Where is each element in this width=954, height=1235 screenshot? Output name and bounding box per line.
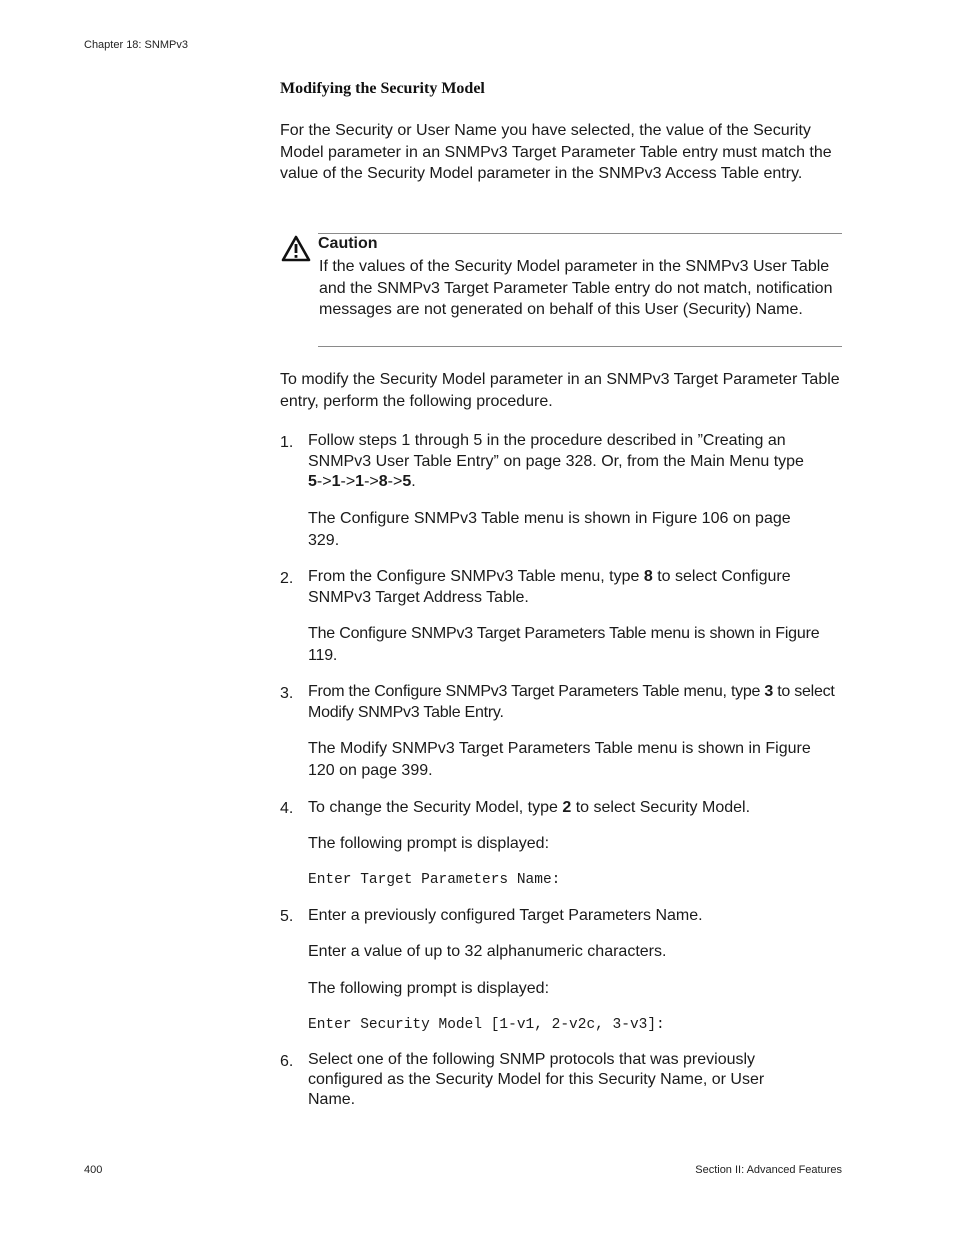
caution-top-rule (318, 233, 842, 234)
step-1-body: Follow steps 1 through 5 in the procedure described in ”Creating an SNMPv3 User Table Entry” on page 328. Or, from the Main Menu type (308, 432, 804, 470)
caution-text: If the values of the Security Model parameter in the SNMPv3 User Table and the SNMPv3 Target Parameter Table entry do not match, notification messages are not generated on behalf of this User (Security) Name. (319, 258, 833, 319)
step-5-note: Enter a value of up to 32 alphanumeric characters. (308, 943, 667, 960)
step-number: 2. (280, 570, 294, 587)
step-4-post: to select Security Model. (571, 799, 751, 816)
key-3: 3 (764, 683, 774, 700)
step-6-text: Select one of the following SNMP protocols that was previously configured as the Security Model for this Security Name, or User Name. (308, 1051, 765, 1109)
step-5-text: Enter a previously configured Target Parameters Name. (308, 907, 703, 924)
arrow-sep: -> (316, 473, 332, 491)
key-8: 8 (643, 568, 653, 585)
step-number: 1. (280, 434, 294, 451)
step-2-post: to select Configure SNMPv3 Target Address Table. (308, 568, 791, 606)
step-4-text (308, 797, 842, 819)
key-5: 5 (308, 473, 317, 491)
step-5-note-2: The following prompt is displayed: (308, 980, 550, 997)
step-3-text (308, 682, 848, 723)
step-1-note: The Configure SNMPv3 Table menu is shown in Figure 106 on page 329. (308, 510, 791, 549)
key-1: 1 (331, 473, 341, 491)
step-3-pre: From the Configure SNMPv3 Target Parameters Table menu, type (308, 683, 765, 700)
step-3-note: The Modify SNMPv3 Target Parameters Table menu is shown in Figure 120 on page 399. (308, 740, 811, 779)
running-footer-section: Section II: Advanced Features (695, 1164, 842, 1176)
step-4-pre: To change the Security Model, type (308, 799, 563, 816)
page-number: 400 (84, 1164, 103, 1176)
step-2-pre: From the Configure SNMPv3 Table menu, type (308, 568, 644, 585)
step-3-post: to select Modify SNMPv3 Table Entry. (308, 683, 835, 721)
key-2: 2 (562, 799, 572, 816)
caution-bottom-rule (318, 346, 842, 347)
caution-title: Caution (318, 235, 378, 252)
period: . (411, 473, 416, 491)
section-title: Modifying the Security Model (280, 80, 485, 97)
arrow-sep: -> (364, 473, 379, 491)
code-prompt: Enter Target Parameters Name: (308, 872, 561, 888)
key-1: 1 (355, 473, 365, 491)
step-2-note: The Configure SNMPv3 Target Parameters Table menu is shown in Figure 119. (308, 625, 820, 664)
key-5: 5 (402, 473, 412, 491)
step-number: 3. (280, 685, 294, 702)
step-4-note: The following prompt is displayed: (308, 835, 550, 852)
arrow-sep: -> (387, 473, 403, 491)
procedure-intro: To modify the Security Model parameter in an SNMPv3 Target Parameter Table entry, perform the following procedure. (280, 371, 840, 410)
arrow-sep: -> (340, 473, 356, 491)
step-1-text (308, 431, 842, 493)
key-8: 8 (378, 473, 388, 491)
warning-triangle-icon (281, 235, 311, 263)
code-prompt: Enter Security Model [1-v1, 2-v2c, 3-v3]: (308, 1017, 665, 1033)
step-number: 4. (280, 800, 294, 817)
step-number: 5. (280, 908, 294, 925)
running-header: Chapter 18: SNMPv3 (84, 39, 188, 51)
intro-paragraph: For the Security or User Name you have selected, the value of the Security Model parameter in an SNMPv3 Target Parameter Table entry must match the value of the Security Model parameter in the SNMPv3 Access Table entry. (280, 122, 832, 183)
step-number: 6. (280, 1053, 294, 1070)
step-2-text (308, 567, 842, 608)
